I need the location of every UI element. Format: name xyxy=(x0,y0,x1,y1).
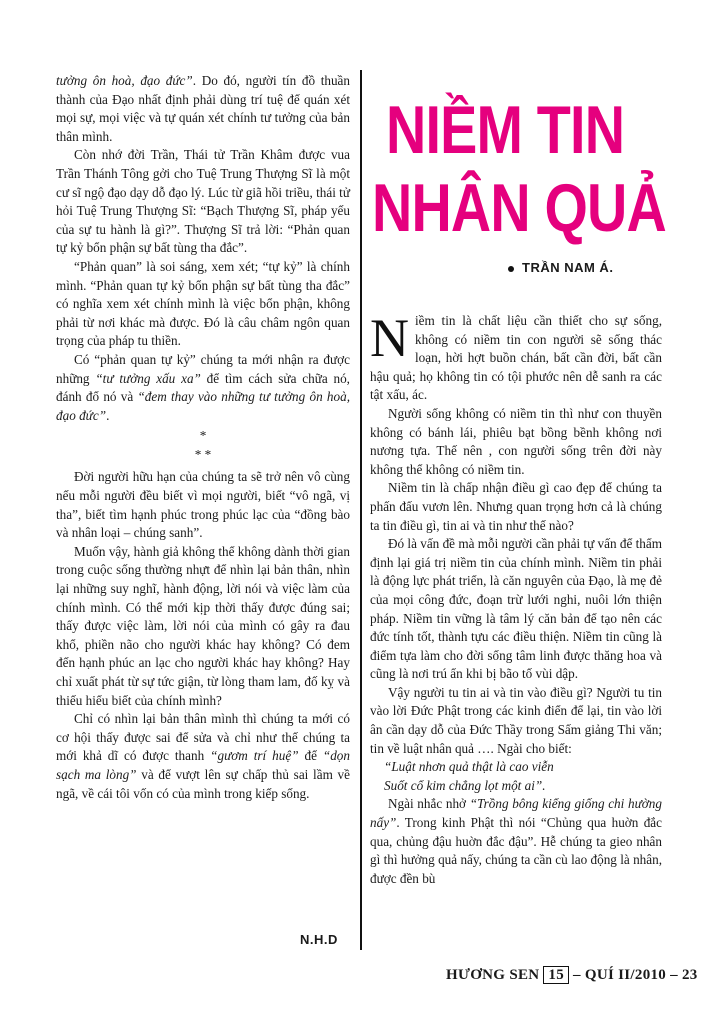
section-separator: * xyxy=(199,428,207,444)
text: để tìm cách sửa chữa nó, đánh đổ nó và xyxy=(56,370,350,405)
left-column xyxy=(56,72,350,803)
text: . Trong kinh Phật thì nói “Chủng qua huờn đắc qua, chủng đậu huờn đắc đậu”. Hễ chúng ta gieo nhân gì thì hưởng quả nấy, chúng ta cần cù lao động là nhân, được đền bù xyxy=(370,815,662,886)
text: . xyxy=(106,407,110,423)
issue-date-page: – QUÍ II/2010 – 23 xyxy=(573,967,698,983)
italic-text: “dọn sạch ma lòng” xyxy=(56,748,350,782)
italic-text: “tư tưởng xấu xa” xyxy=(95,370,201,386)
paragraph xyxy=(370,308,662,405)
quote-line: “Luật nhơn quả thật là cao viễn xyxy=(384,759,554,775)
page-footer xyxy=(446,966,698,984)
drop-cap: N xyxy=(370,308,409,368)
text: iềm tin là chất liệu cần thiết cho sự sống, không có niềm tin con người sẽ sống thác loạn, hời hợt buồn chán, bất cần đời, bất cần hậu quả; họ không tin có tội phước nên dễ sanh ra các tật xấu, ác. xyxy=(370,313,662,403)
section-separator: * * xyxy=(194,446,212,462)
text: Chỉ có nhìn lại bản thân mình thì chúng ta mới có cơ hội thấy được sai để sửa và chỉ như thế chúng ta mới khả dĩ có được thanh xyxy=(56,711,350,764)
paragraph: Muốn vậy, hành giả không thể không dành thời gian trong cuộc sống thường nhựt để nhìn lại bản thân, nhìn lại những suy nghĩ, hành động, lời nói và việc làm của chính mình. Có thể mới kịp thời thấy được đúng sai; thấy được việc làm, lời nói của mình có gây ra đau khổ, phiền não cho người khác hay không? Có đem đến hạnh phúc an lạc cho người khác hay không? Hay chỉ xuất phát từ sự tức giận, từ lòng tham lam, đố kỵ và thiếu hiểu biết của chính mình? xyxy=(56,543,350,708)
paragraph xyxy=(370,795,662,888)
author-name: TRẦN NAM Á. xyxy=(522,260,614,275)
magazine-name: HƯƠNG SEN xyxy=(446,967,540,983)
italic-text: “đem thay vào những tư tưởng ôn hoà, đạo đức” xyxy=(56,389,350,423)
text: để xyxy=(298,748,323,764)
text: Ngài nhắc nhở xyxy=(388,796,470,812)
quote-line: Suốt cổ kim chẳng lọt một ai”. xyxy=(384,777,546,793)
paragraph xyxy=(56,710,350,803)
issue-number: 15 xyxy=(543,966,569,984)
paragraph: “Phản quan” là soi sáng, xem xét; “tự kỷ” là chính mình. “Phản quan tự kỷ bổn phận sự bất tùng tha đắc” có nghĩa xem xét chính mình là việc bổn phận, không phải từ nơi khác mà được. Đó là câu châm ngôn quan trọng của pháp tu thiền. xyxy=(56,258,350,349)
text: . Do đó, người tín đồ thuần thành của Đạo nhất định phải dùng trí tuệ để quán xét mọi sự, mọi việc và tự quán xét chính tư tưởng của bản thân mình. xyxy=(56,73,350,144)
signature: N.H.D xyxy=(300,932,338,947)
paragraph xyxy=(56,351,350,425)
italic-text: “Trồng bông kiểng giống chi hường nấy” xyxy=(370,796,662,831)
text: Có “phản quan tự kỷ” chúng ta mới nhận ra được những xyxy=(56,351,350,386)
right-column xyxy=(370,308,662,888)
paragraph xyxy=(56,72,350,146)
author-byline xyxy=(508,260,613,275)
paragraph: Vậy người tu tin ai và tin vào điều gì? Người tu tin vào lời Đức Phật trong các kinh điển để lại, tin vào lời ân cần dạy dỗ của Đức Thầy trong Sấm giảng Thi văn; tin về luật nhân quả …. Ngài cho biết: xyxy=(370,684,662,756)
column-divider xyxy=(360,70,362,950)
text: và để vượt lên sự chấp thủ sai lầm về ngã, về cái tôi vốn có của mình trong kiếp sống. xyxy=(56,766,350,801)
paragraph: Đời người hữu hạn của chúng ta sẽ trở nên vô cùng nếu mỗi người đều biết vì mọi người, biết “vô ngã, vị tha”, biết tìm hạnh phúc trong phúc lạc của “đồng bào và nhân loại – chúng sanh”. xyxy=(56,469,350,541)
paragraph: Đó là vấn đề mà mỗi người cần phải tự vấn để thẩm định lại giá trị niềm tin của chính mình. Niềm tin phải là động lực phát triển, là căn nguyên của Đạo, là mẹ đẻ của mọi công đức, đoạn trừ lưới nghi, nuôi lớn thiện pháp. Niềm tin vững là tâm lý căn bản để tạo nên các đức tính tốt, thành tựu các điều thiện. Niềm tin cũng là điểm tựa làm cho đời sống tâm linh được thăng hoa và cũng là nơi trú ẩn khi bị bão tố vùi dập. xyxy=(370,536,662,682)
article-title-line1: NIỀM TIN xyxy=(386,92,625,168)
paragraph: Còn nhớ đời Trần, Thái tử Trần Khâm được vua Trần Thánh Tông gởi cho Tuệ Trung Thượng Sĩ là một cư sĩ ngộ đạo dạy dỗ đạo lý. Lúc từ giã hồi triều, thái tử hỏi Tuệ Trung Thượng Sĩ: “Bạch Thượng Sĩ, pháp yếu của sự tu hành là gì?”. Thượng Sĩ trả lời: “Phản quan tự kỷ bổn phận sự bất tùng tha đắc”. xyxy=(56,147,350,256)
article-title-line2: NHÂN QUẢ xyxy=(372,170,666,246)
paragraph: Niềm tin là chấp nhận điều gì cao đẹp để chúng ta phấn đấu vươn lên. Nhưng quan trọng hơn cả là chúng ta tin điều gì, tin ai và tin như thế nào? xyxy=(370,480,662,533)
paragraph: Người sống không có niềm tin thì như con thuyền không có bánh lái, phiêu bạt bồng bềnh không nơi nương tựa. Thế nên , con người sống trên đời này không thể không có niềm tin. xyxy=(370,405,662,477)
italic-text: “gươm trí huệ” xyxy=(210,748,299,764)
italic-text: tưởng ôn hoà, đạo đức” xyxy=(56,73,193,88)
bullet-icon xyxy=(508,266,514,272)
